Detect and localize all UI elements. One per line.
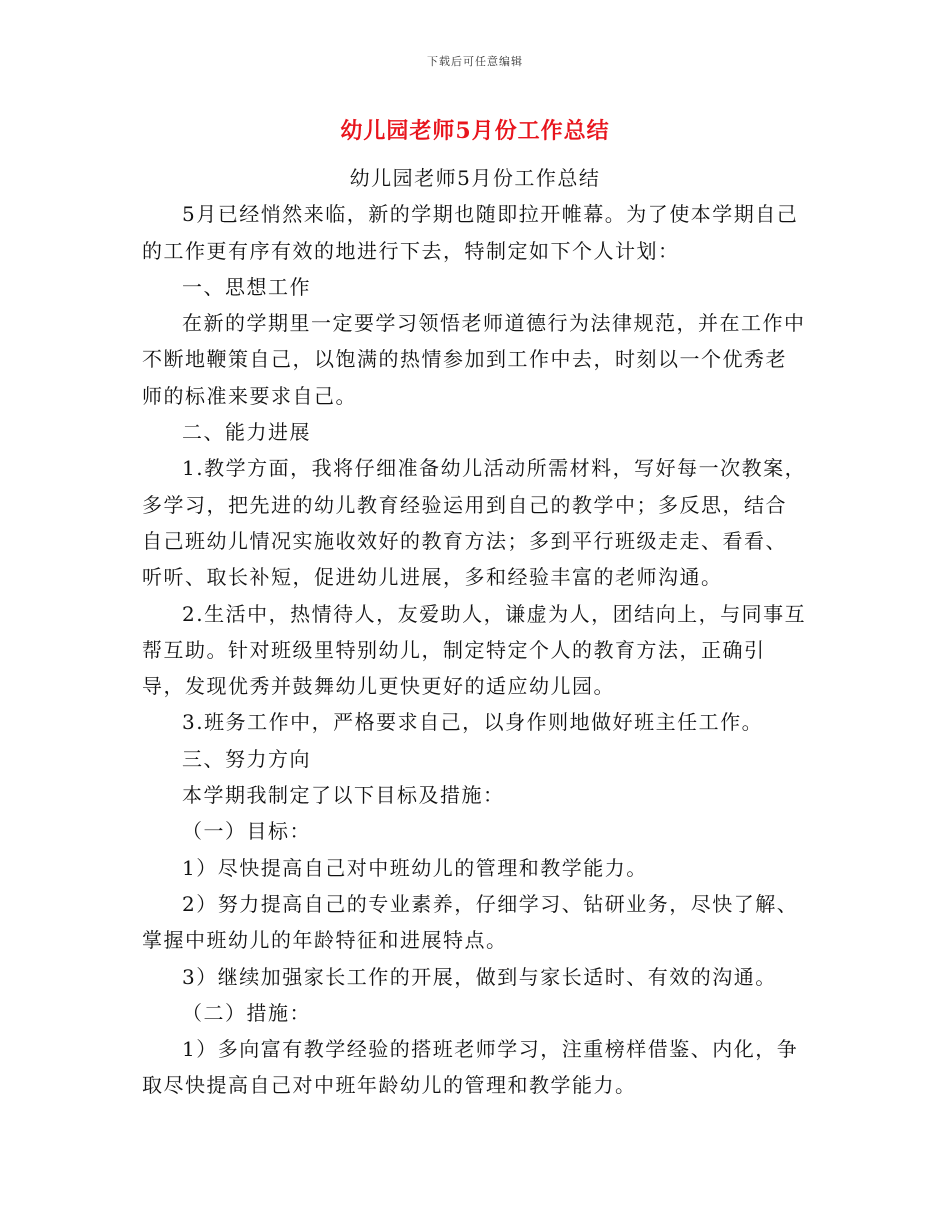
paragraph-thought-work: 在新的学期里一定要学习领悟老师道德行为法律规范，并在工作中不断地鞭策自己，以饱满的热情参加到工作中去，时刻以一个优秀老师的标准来要求自己。 (142, 311, 806, 408)
goal-item-3: 3）继续加强家长工作的开展，做到与家长适时、有效的沟通。 (182, 964, 777, 989)
header-note: 下载后可任意编辑 (427, 55, 523, 68)
paragraph-goals-intro: 本学期我制定了以下目标及措施： (182, 783, 505, 808)
paragraph-life: 2.生活中，热情待人，友爱助人，谦虚为人，团结向上，与同事互帮互助。针对班级里特别幼儿，制定特定个人的教育方法，正确引导，发现优秀并鼓舞幼儿更快更好的适应幼儿园。 (142, 601, 807, 699)
document-body (142, 160, 808, 1104)
subheading-goals: （一）目标： (182, 819, 311, 844)
goal-item-1: 1）尽快提高自己对中班幼儿的管理和教学能力。 (182, 855, 648, 880)
section-heading-ability: 二、能力进展 (182, 420, 311, 445)
goal-item-2: 2）努力提高自己的专业素养，仔细学习、钻研业务，尽快了解、掌握中班幼儿的年龄特征和进展特点。 (142, 891, 799, 953)
paragraph-teaching: 1.教学方面，我将仔细准备幼儿活动所需材料，写好每一次教案，多学习，把先进的幼儿教育经验运用到自己的教学中；多反思，结合自己班幼儿情况实施收效好的教育方法；多到平行班级走走、看看、听听、取长补短，促进幼儿进展，多和经验丰富的老师沟通。 (142, 456, 807, 590)
document-title: 幼儿园老师5月份工作总结 (340, 118, 610, 144)
paragraph-class-work: 3.班务工作中，严格要求自己，以身作则地做好班主任工作。 (182, 710, 764, 735)
section-heading-direction: 三、努力方向 (182, 746, 311, 771)
section-heading-thought-work: 一、思想工作 (182, 274, 311, 299)
document-subtitle: 幼儿园老师5月份工作总结 (349, 166, 601, 190)
paragraph-intro: 5月已经悄然来临，新的学期也随即拉开帷幕。为了使本学期自己的工作更有序有效的地进行下去，特制定如下个人计划： (142, 202, 799, 263)
measure-item-1: 1）多向富有教学经验的搭班老师学习，注重榜样借鉴、内化，争取尽快提高自己对中班年龄幼儿的管理和教学能力。 (142, 1037, 799, 1098)
subheading-measures: （二）措施： (182, 1000, 311, 1025)
